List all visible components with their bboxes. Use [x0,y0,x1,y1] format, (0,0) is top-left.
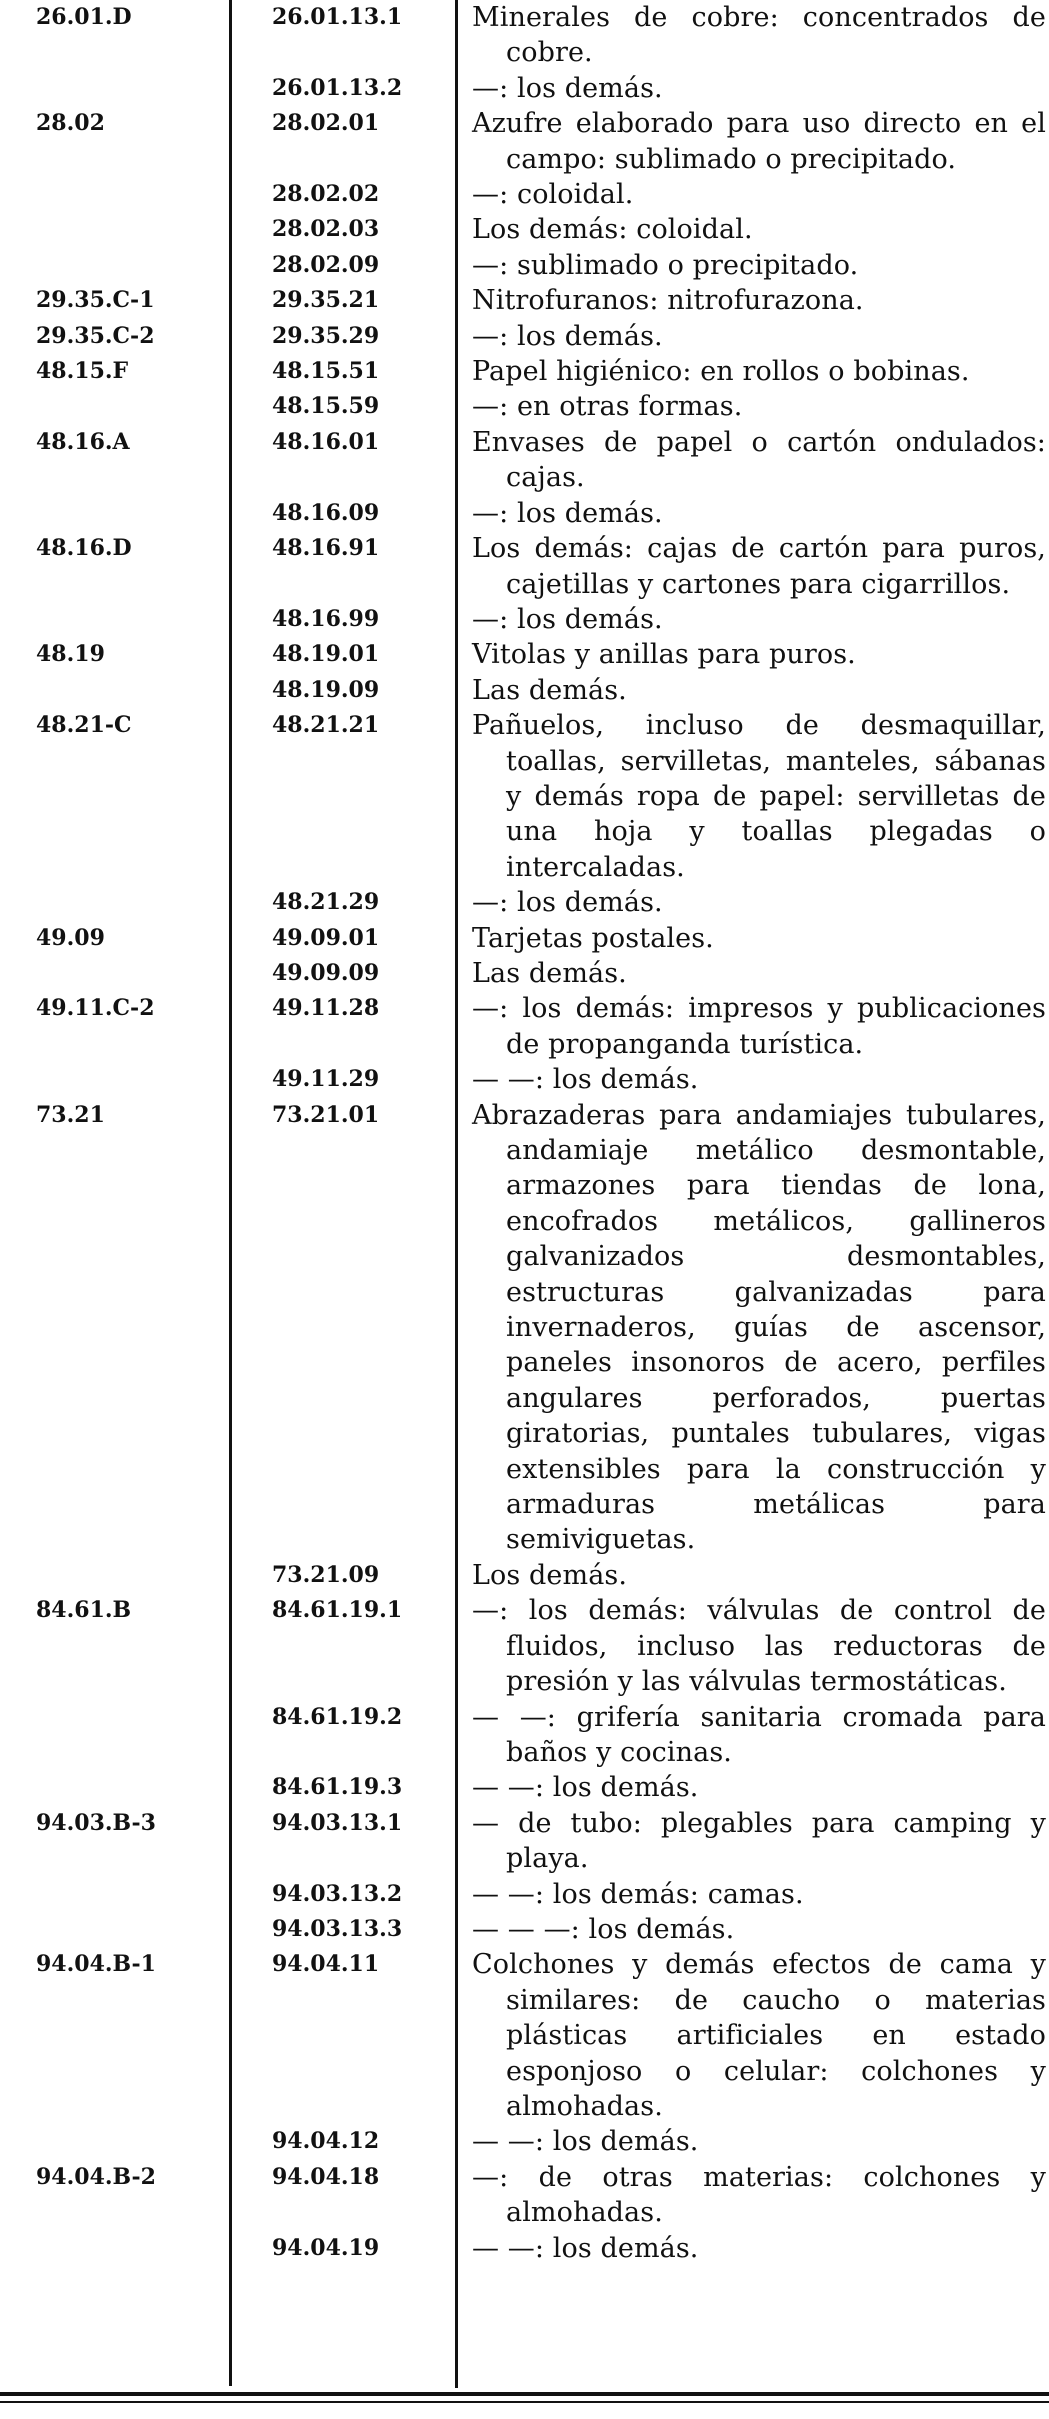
subheading-code: 48.19.09 [272,676,380,703]
table-row [0,956,1049,991]
subheading-code: 94.04.11 [272,1951,380,1978]
goods-description: Minerales de cobre: concentrados de cobre. [472,2,1046,69]
goods-description: — —: los demás. [472,2232,699,2264]
table-row [0,1770,1049,1805]
goods-description: Abrazaderas para andamiajes tubulares, andamiaje metálico desmontable, armazones para tiendas de lona, encofrados metálicos, gallineros galvanizados desmontables, estructuras galvanizadas para invernaderos, guías de ascensor, paneles insonoros de acero, perfiles angulares perforados, puertas giratorias, puntales tubulares, vigas extensibles para la construcción y armaduras metálicas para semiviguetas. [472,1099,1046,1556]
heading-code: 28.02 [36,110,105,137]
heading-code: 49.09 [36,924,105,951]
heading-code: 84.61.B [36,1597,132,1624]
subheading-code: 29.35.21 [272,287,380,314]
goods-description: Tarjetas postales. [472,922,714,954]
heading-code: 94.03.B-3 [36,1809,156,1836]
subheading-code: 94.04.12 [272,2128,380,2155]
subheading-code: 26.01.13.2 [272,74,403,101]
goods-description: —: los demás. [472,887,663,919]
column-divider-left [229,0,232,2386]
goods-description: —: los demás: válvulas de control de fluidos, incluso las reductoras de presión y las válvulas termostáticas. [472,1595,1046,1698]
table-row [0,319,1049,354]
subheading-code: 48.15.51 [272,358,380,385]
table-row [0,991,1049,1062]
goods-description: —: los demás. [472,320,663,352]
subheading-code: 84.61.19.1 [272,1597,403,1624]
table-row [0,248,1049,283]
goods-description: Vitolas y anillas para puros. [472,639,856,671]
subheading-code: 48.19.01 [272,641,380,668]
table-row [0,2124,1049,2159]
subheading-code: 94.03.13.2 [272,1880,403,1907]
table-row [0,531,1049,602]
table-row [0,637,1049,672]
subheading-code: 48.21.29 [272,889,380,916]
goods-description: — —: los demás: camas. [472,1878,804,1910]
goods-description: —: los demás. [472,72,663,104]
table-row [0,0,1049,71]
goods-description: — —: los demás. [472,2126,699,2158]
goods-description: — de tubo: plegables para camping y playa. [472,1807,1046,1875]
table-row [0,425,1049,496]
table-row [0,1912,1049,1947]
subheading-code: 94.04.18 [272,2163,380,2190]
goods-description: Los demás: cajas de cartón para puros, cajetillas y cartones para cigarrillos. [472,533,1046,600]
subheading-code: 48.16.01 [272,428,380,455]
goods-description: — —: los demás. [472,1772,699,1804]
table-row [0,1947,1049,2124]
table-row [0,2231,1049,2266]
goods-description: —: de otras materias: colchones y almohadas. [472,2161,1046,2229]
subheading-code: 49.09.01 [272,924,380,951]
heading-code: 29.35.C-1 [36,287,155,314]
goods-description: Las demás. [472,674,627,706]
table-row [0,602,1049,637]
heading-code: 48.15.F [36,358,129,385]
subheading-code: 29.35.29 [272,322,380,349]
subheading-code: 49.09.09 [272,959,380,986]
table-row [0,283,1049,318]
goods-description: —: los demás: impresos y publicaciones de propanganda turística. [472,993,1046,1060]
goods-description: Los demás. [472,1559,628,1591]
subheading-code: 73.21.09 [272,1561,380,1588]
table-row [0,1098,1049,1558]
subheading-code: 26.01.13.1 [272,4,403,30]
subheading-code: 84.61.19.2 [272,1703,403,1730]
goods-description: — —: grifería sanitaria cromada para baños y cocinas. [472,1701,1046,1768]
subheading-code: 28.02.01 [272,110,380,137]
table-row [0,708,1049,885]
table-row [0,1700,1049,1771]
table-row [0,1062,1049,1097]
table-row [0,1877,1049,1912]
table-row [0,71,1049,106]
bottom-rule-thin [0,2401,1049,2403]
heading-code: 48.16.D [36,535,132,562]
table-row [0,1593,1049,1699]
goods-description: Envases de papel o cartón ondulados: cajas. [472,426,1046,494]
heading-code: 48.21-C [36,712,132,739]
goods-description: —: en otras formas. [472,391,743,423]
goods-description: Pañuelos, incluso de desmaquillar, toallas, servilletas, manteles, sábanas y demás ropa de papel: servilletas de una hoja y toallas plegadas o intercaladas. [472,710,1046,883]
heading-code: 29.35.C-2 [36,322,155,349]
subheading-code: 49.11.29 [272,1066,380,1093]
heading-code: 94.04.B-2 [36,2163,156,2190]
table-row [0,177,1049,212]
subheading-code: 94.03.13.3 [272,1915,403,1942]
table-row [0,885,1049,920]
subheading-code: 28.02.09 [272,251,380,278]
table-row [0,921,1049,956]
subheading-code: 49.11.28 [272,995,380,1022]
table-row [0,389,1049,424]
table-row [0,106,1049,177]
bottom-rule-thick [0,2392,1049,2396]
subheading-code: 28.02.03 [272,216,380,243]
subheading-code: 28.02.02 [272,181,380,208]
subheading-code: 84.61.19.3 [272,1774,403,1801]
goods-description: —: coloidal. [472,179,634,211]
subheading-code: 48.16.09 [272,499,380,526]
table-row [0,1806,1049,1877]
subheading-code: 48.16.99 [272,605,380,632]
heading-code: 48.16.A [36,428,130,455]
goods-description: —: los demás. [472,603,663,635]
subheading-code: 48.16.91 [272,535,380,562]
subheading-code: 48.15.59 [272,393,380,420]
goods-description: —: los demás. [472,497,663,529]
heading-code: 94.04.B-1 [36,1951,156,1978]
subheading-code: 73.21.01 [272,1101,380,1128]
heading-code: 26.01.D [36,4,132,30]
goods-description: Nitrofuranos: nitrofurazona. [472,285,864,317]
heading-code: 48.19 [36,641,105,668]
heading-code: 73.21 [36,1101,105,1128]
goods-description: — — —: los demás. [472,1913,735,1945]
table-row [0,2160,1049,2231]
table-row [0,212,1049,247]
goods-description: Las demás. [472,957,627,989]
goods-description: Papel higiénico: en rollos o bobinas. [472,356,970,388]
subheading-code: 94.03.13.1 [272,1809,403,1836]
column-divider-right [455,0,458,2388]
table-row [0,1558,1049,1593]
goods-description: Los demás: coloidal. [472,214,753,246]
subheading-code: 48.21.21 [272,712,380,739]
table-row [0,496,1049,531]
goods-description: — —: los demás. [472,1064,699,1096]
goods-description: Azufre elaborado para uso directo en el campo: sublimado o precipitado. [472,108,1046,175]
subheading-code: 94.04.19 [272,2234,380,2261]
goods-description: —: sublimado o precipitado. [472,249,859,281]
table-row [0,673,1049,708]
table-row [0,354,1049,389]
heading-code: 49.11.C-2 [36,995,155,1022]
goods-description: Colchones y demás efectos de cama y similares: de caucho o materias plásticas artificiales en estado esponjoso o celular: colchones y almohadas. [472,1949,1046,2122]
